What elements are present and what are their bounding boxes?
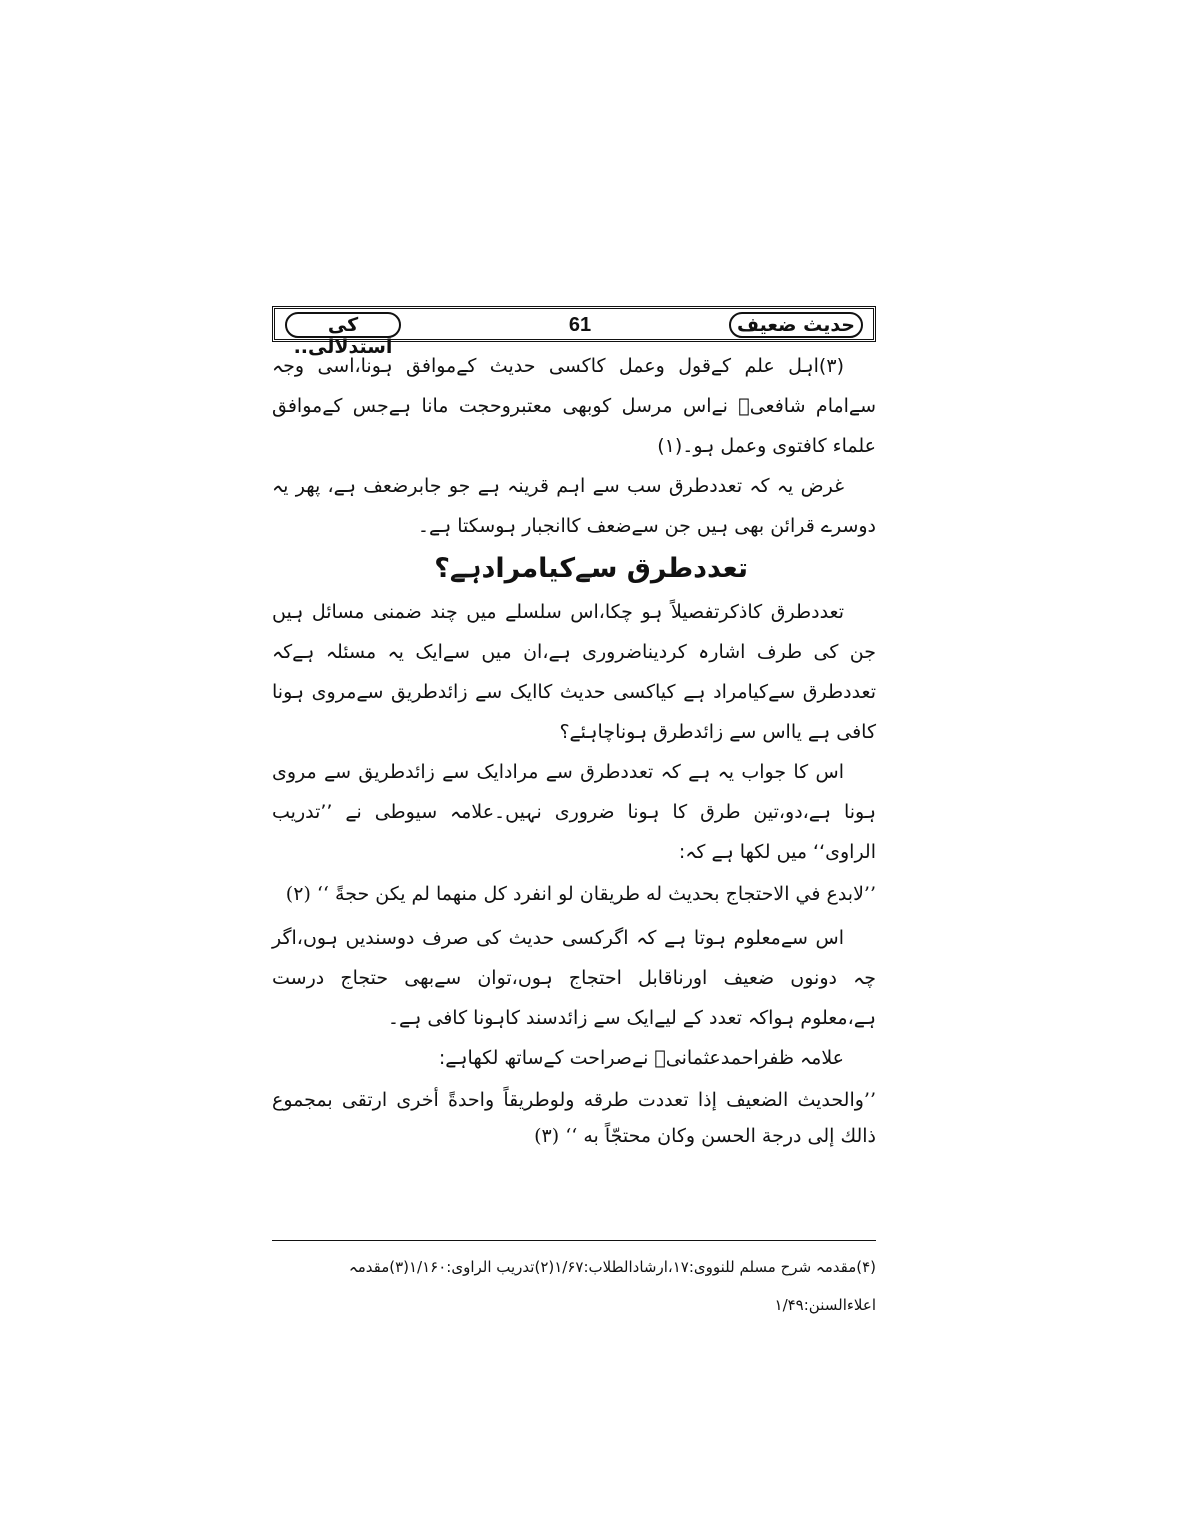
section-heading: تعددطرق سےکیامرادہے؟ xyxy=(434,553,748,584)
header-right-title: حدیث ضعیف xyxy=(729,312,863,338)
footnote-divider xyxy=(272,1240,876,1241)
paragraph-1: (۳)اہل علم کےقول وعمل کاکسی حدیث کےموافق ہونا،اسی وجہ سےامام شافعیؒ نےاس مرسل کوبھی معتبروحجت مانا ہےجس کےموافق علماء کافتوی وعمل ہو۔(۱) xyxy=(272,355,876,457)
arabic-quote-2: ’’والحديث الضعيف إذا تعددت طرقه ولوطريقاً واحدةً أخرى ارتقى بمجموع ذالك إلى درجة الحسن وكان محتجّاً به ‘‘ (۳) xyxy=(272,1089,876,1147)
page-header xyxy=(272,306,876,358)
page-body xyxy=(272,346,876,1160)
book-page xyxy=(272,296,884,1336)
footnotes xyxy=(272,1248,876,1324)
paragraph-6: علامہ ظفراحمدعثمانیؒ نےصراحت کےساتھ لکھاہے: xyxy=(438,1047,844,1069)
paragraph-3: تعددطرق کاذکرتفصیلاً ہو چکا،اس سلسلے میں چند ضمنی مسائل ہیں جن کی طرف اشارہ کردیناضروری ہے،ان میں سےایک یہ مسئلہ ہےکہ تعددطرق سےکیامراد ہے کیاکسی حدیث کاایک سے زائدطریق سےمروی ہونا کافی ہے یااس سے زائدطرق ہوناچاہئے؟ xyxy=(272,601,876,743)
page-number: 61 xyxy=(568,314,592,336)
paragraph-5: اس سےمعلوم ہوتا ہے کہ اگرکسی حدیث کی صرف دوسندیں ہوں،اگر چہ دونوں ضعیف اورناقابل احتجاج ہوں،توان سےبھی حتجاج درست ہے،معلوم ہواکہ تعدد کے لیےایک سے زائدسند کاہونا کافی ہے۔ xyxy=(272,927,876,1029)
arabic-quote-1: ’’لابدع في الاحتجاج بحديث له طريقان لو انفرد كل منهما لم يكن حجةً ‘‘ (۲) xyxy=(285,883,876,905)
footnote-line-1: (۴)مقدمہ شرح مسلم للنووی:۱۷،ارشادالطلاب:۱/۶۷(۲)تدریب الراوی:۱/۱۶۰(۳)مقدمہ xyxy=(348,1258,876,1276)
footnote-line-2: اعلاءالسنن:۱/۴۹ xyxy=(774,1296,876,1314)
header-left-title: کی استدلالی.. xyxy=(285,312,401,338)
paragraph-4: اس کا جواب یہ ہے کہ تعددطرق سے مرادایک سے زائدطریق سے مروی ہونا ہے،دو،تین طرق کا ہونا ضروری نہیں۔علامہ سیوطی نے ’’تدریب الراوی‘‘ میں لکھا ہے کہ: xyxy=(272,761,876,863)
paragraph-2: غرض یہ کہ تعددطرق سب سے اہم قرینہ ہے جو جابرضعف ہے، پھر یہ دوسرے قرائن بھی ہیں جن سےضعف کاانجبار ہوسکتا ہے۔ xyxy=(272,475,876,537)
